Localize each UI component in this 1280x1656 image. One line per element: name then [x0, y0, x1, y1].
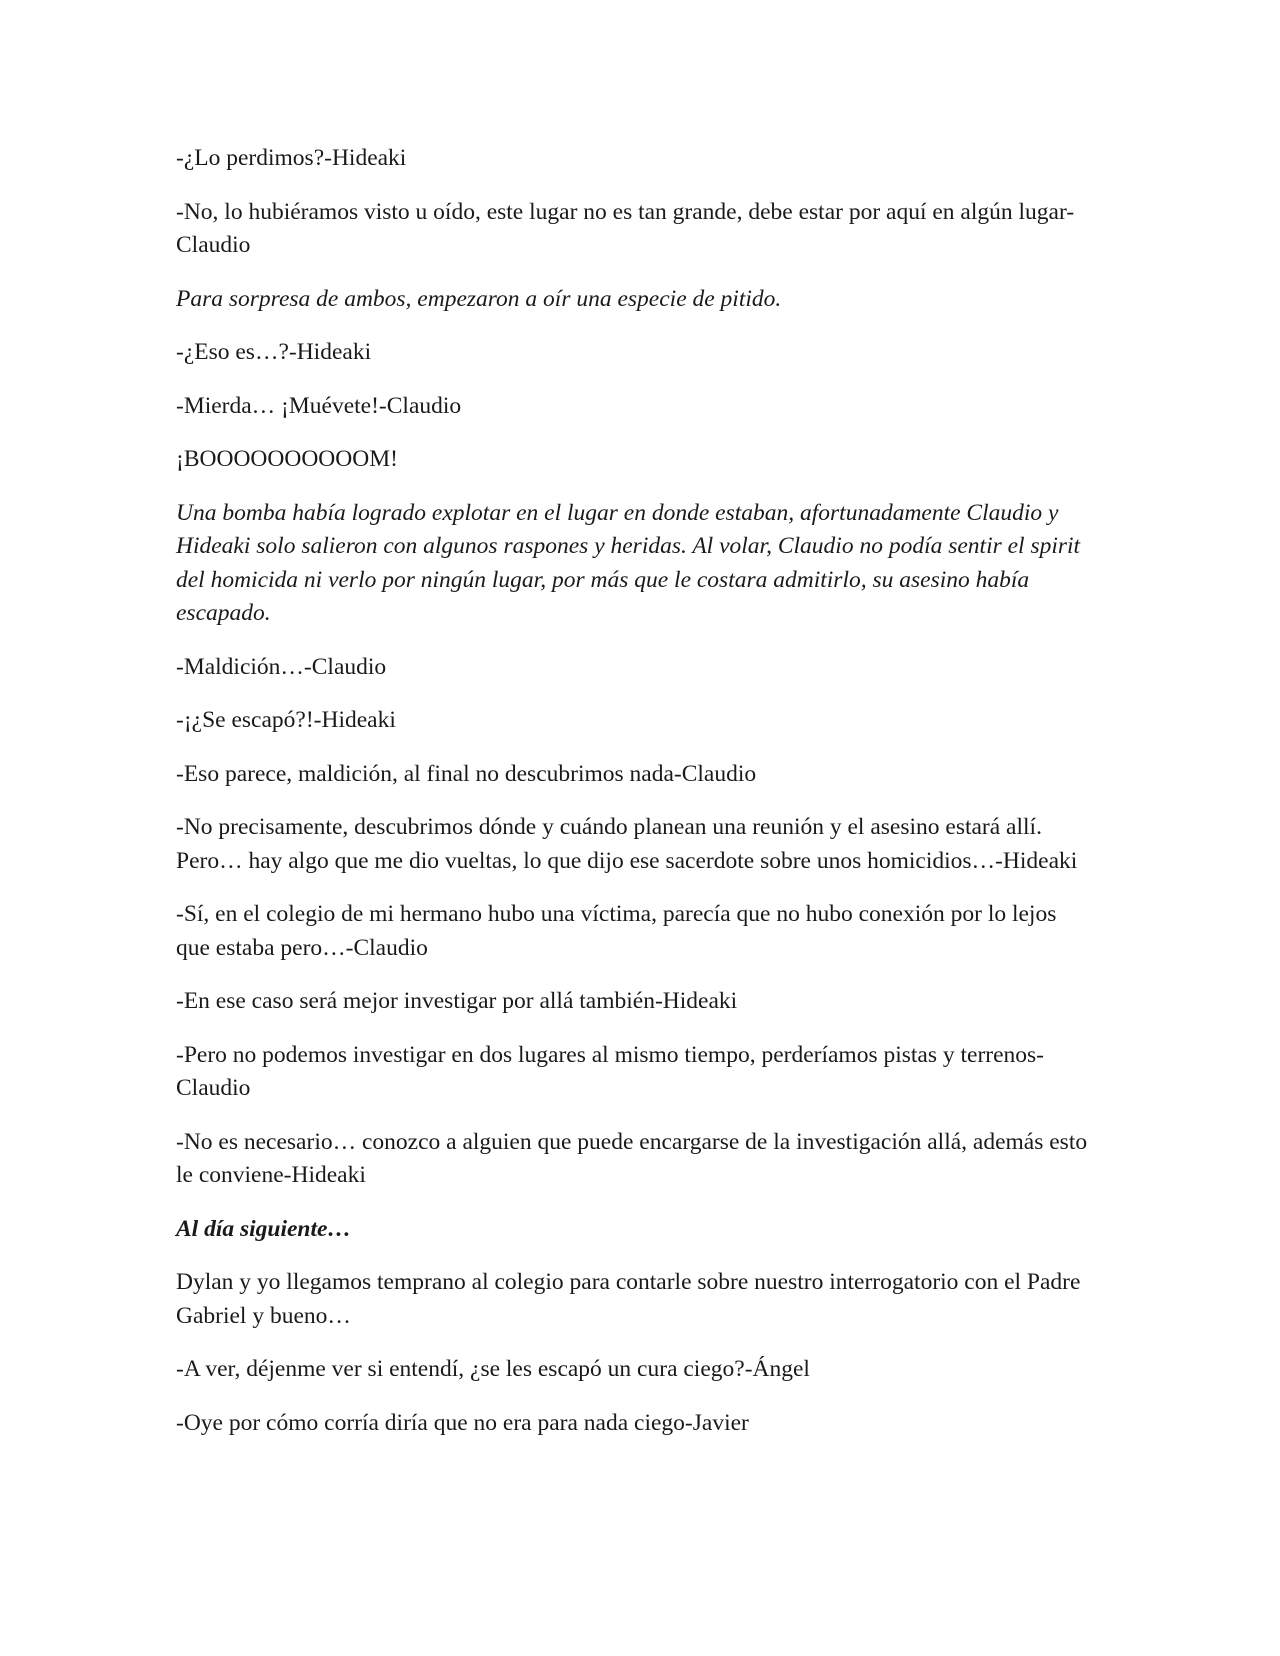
- paragraph: -En ese caso será mejor investigar por allá también-Hideaki: [176, 988, 738, 1014]
- paragraph: -¿Eso es…?-Hideaki: [176, 339, 372, 365]
- paragraph: Dylan y yo llegamos temprano al colegio para contarle sobre nuestro interrogatorio con el Padre Gabriel y bueno…: [176, 1269, 1081, 1329]
- paragraph: -Pero no podemos investigar en dos lugares al mismo tiempo, perderíamos pistas y terrenos-Claudio: [176, 1041, 1045, 1101]
- paragraph: -No, lo hubiéramos visto u oído, este lugar no es tan grande, debe estar por aquí en algún lugar-Claudio: [176, 198, 1075, 258]
- paragraph: -¿Lo perdimos?-Hideaki: [176, 145, 407, 171]
- paragraph: -Sí, en el colegio de mi hermano hubo una víctima, parecía que no hubo conexión por lo lejos que estaba pero…-Claudio: [176, 901, 1057, 961]
- paragraph: -Eso parece, maldición, al final no descubrimos nada-Claudio: [176, 760, 757, 787]
- paragraph: -Mierda… ¡Muévete!-Claudio: [176, 392, 462, 419]
- paragraph: -No es necesario… conozco a alguien que puede encargarse de la investigación allá, además esto le conviene-Hideaki: [176, 1128, 1088, 1188]
- paragraph: -Maldición…-Claudio: [176, 653, 387, 680]
- scene-heading: Al día siguiente…: [176, 1215, 351, 1242]
- paragraph: -A ver, déjenme ver si entendí, ¿se les escapó un cura ciego?-Ángel: [176, 1356, 810, 1382]
- paragraph: -Oye por cómo corría diría que no era para nada ciego-Javier: [176, 1409, 749, 1436]
- paragraph: -No precisamente, descubrimos dónde y cuándo planean una reunión y el asesino estará allí. Pero… hay algo que me dio vueltas, lo que dijo ese sacerdote sobre unos homicidios…-Hideaki: [176, 814, 1078, 874]
- narration-paragraph: Para sorpresa de ambos, empezaron a oír una especie de pitido.: [176, 285, 782, 312]
- paragraph: ¡BOOOOOOOOOOM!: [176, 446, 398, 472]
- narration-paragraph: Una bomba había logrado explotar en el lugar en donde estaban, afortunadamente Claudio y Hideaki solo salieron con algunos raspones y heridas. Al volar, Claudio no podía sentir el spirit del homicida ni verlo por ningún lugar, por más que le costara admitirlo, su asesino había escapado.: [176, 499, 1081, 626]
- paragraph: -¡¿Se escapó?!-Hideaki: [176, 707, 396, 733]
- text-column: [176, 142, 1096, 1460]
